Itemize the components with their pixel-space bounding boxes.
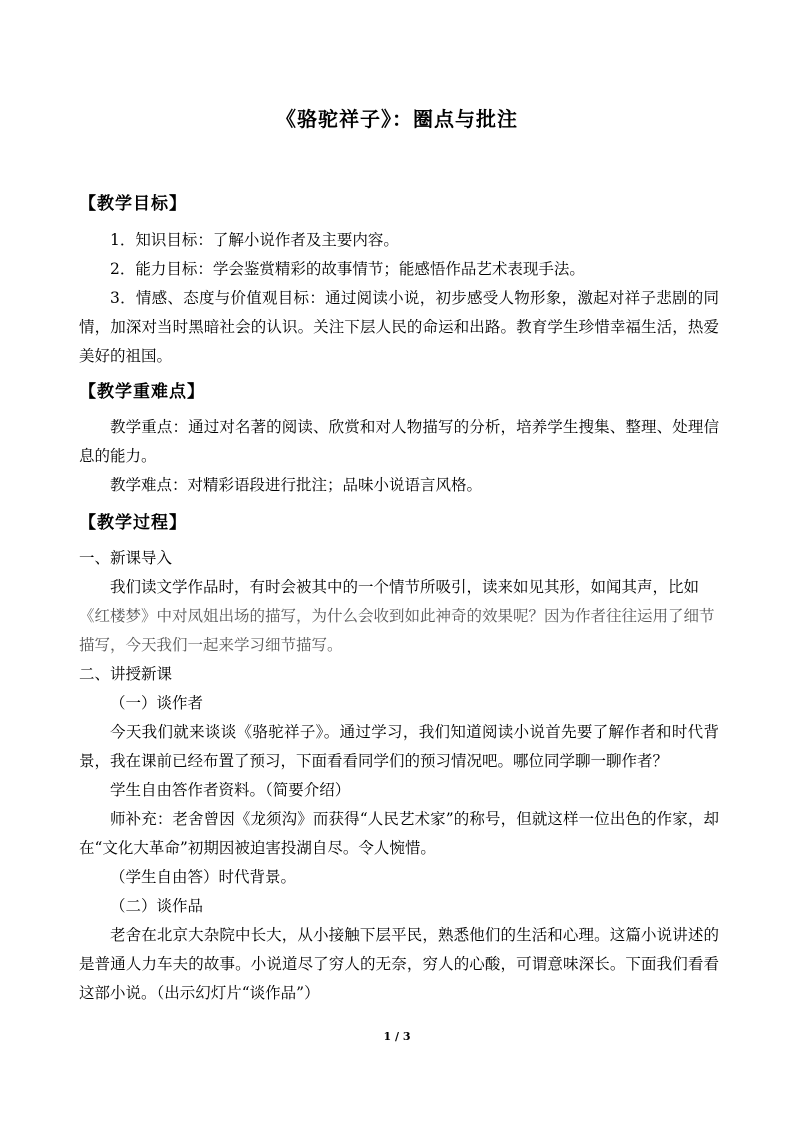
part-title-intro: 一、新课导入 — [79, 549, 173, 567]
objective-item-knowledge: 1．知识目标：了解小说作者及主要内容。 — [110, 231, 399, 249]
author-intro-text: 今天我们就来谈谈《骆驼祥子》。通过学习，我们知道阅读小说首先要了解作者和时代背景，我在课前已经布置了预习，下面看看同学们的预习情况吧。哪位同学聊一聊作者？ — [79, 723, 719, 770]
intro-text-line-1: 我们读文学作品时，有时会被其中的一个情节所吸引，读来如见其形，如闻其声，比如 — [110, 578, 700, 596]
page-number: 1 / 3 — [383, 1030, 411, 1043]
section-heading-key-points: 【教学重难点】 — [79, 382, 205, 402]
part-title-new-lesson: 二、讲授新课 — [79, 665, 173, 683]
work-intro-text: 老舍在北京大杂院中长大，从小接触下层平民，熟悉他们的生活和心理。这篇小说讲述的是普通人力车夫的故事。小说道尽了穷人的无奈，穷人的心酸，可谓意味深长。下面我们看看这部小说。（出示幻灯片“谈作品”） — [79, 926, 719, 1002]
section-heading-objectives: 【教学目标】 — [79, 194, 187, 214]
teacher-supplement-text: 师补充：老舍曾因《龙须沟》而获得“人民艺术家”的称号，但就这样一位出色的作家，却在“文化大革命”初期因被迫害投湖自尽。令人惋惜。 — [79, 810, 719, 857]
process-content — [79, 544, 719, 1008]
intro-text-continuation: 《红楼梦》中对凤姐出场的描写，为什么会收到如此神奇的效果呢？因为作者往往运用了细节描写，今天我们一起来学习细节描写。 — [79, 607, 715, 654]
subsection-title-author: （一）谈作者 — [110, 694, 204, 712]
key-point-difficulty: 教学难点：对精彩语段进行批注；品味小说语言风格。 — [110, 476, 483, 494]
objectives-list — [79, 226, 719, 371]
key-point-focus: 教学重点：通过对名著的阅读、欣赏和对人物描写的分析，培养学生搜集、整理、处理信息的能力。 — [79, 418, 719, 465]
student-answer-text: 学生自由答作者资料。（简要介绍） — [110, 781, 351, 799]
section-heading-process: 【教学过程】 — [79, 513, 187, 533]
objective-item-emotion: 3．情感、态度与价值观目标：通过阅读小说，初步感受人物形象，激起对祥子悲剧的同情，加深对当时黑暗社会的认识。关注下层人民的命运和出路。教育学生珍惜幸福生活，热爱美好的祖国。 — [79, 289, 719, 365]
background-text: （学生自由答）时代背景。 — [110, 868, 297, 886]
key-points-list — [79, 413, 719, 500]
document-title: 《骆驼祥子》：圈点与批注 — [276, 107, 518, 131]
objective-item-ability: 2．能力目标：学会鉴赏精彩的故事情节；能感悟作品艺术表现手法。 — [110, 260, 585, 278]
subsection-title-work: （二）谈作品 — [110, 897, 204, 915]
